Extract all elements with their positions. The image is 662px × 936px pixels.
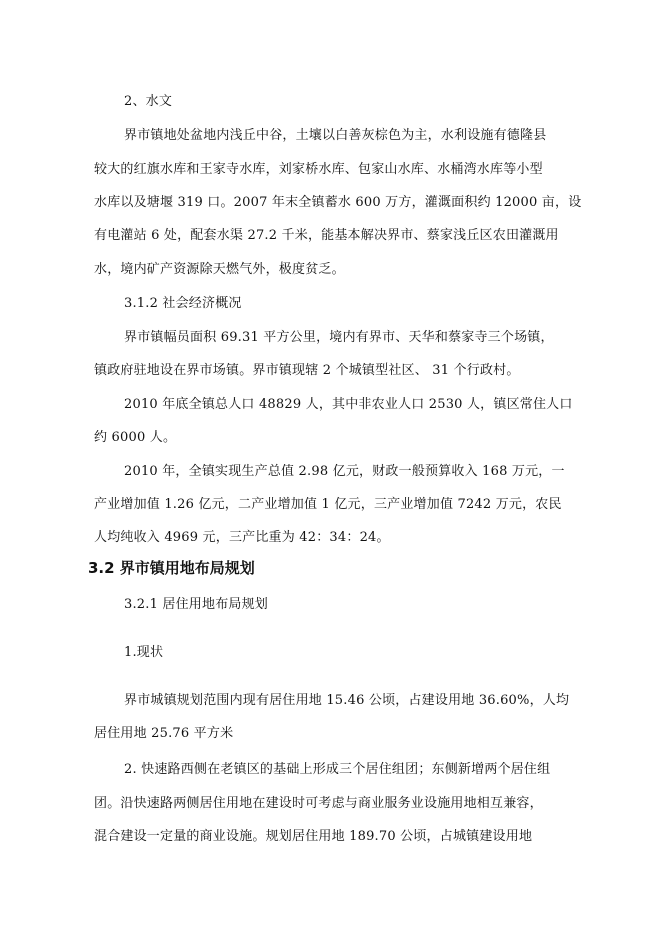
paragraph-line: 水库以及塘堰 319 口。2007 年末全镇蓄水 600 万方，灌溉面积约 12000 亩，设 [94,195,582,210]
paragraph-line: 居住用地 25.76 平方米 [94,726,234,741]
residential-heading: 3.2.1 居住用地布局规划 [124,597,269,612]
paragraph-line: 2. 快速路西侧在老镇区的基础上形成三个居住组团；东侧新增两个居住组 [124,762,551,777]
paragraph-line: 有电灌站 6 处，配套水渠 27.2 千米，能基本解决界市、蔡家浅丘区农田灌溉用 [94,228,559,243]
paragraph-line: 界市镇幅员面积 69.31 平方公里，境内有界市、天华和蔡家寺三个场镇， [124,330,554,345]
paragraph-line: 产业增加值 1.26 亿元，二产业增加值 1 亿元，三产业增加值 7242 万元，农民 [94,497,562,512]
hydrology-heading: 2、水文 [124,94,173,109]
paragraph-line: 人均纯收入 4969 元，三产比重为 42：34：24。 [94,530,390,545]
paragraph-line: 2010 年，全镇实现生产总值 2.98 亿元，财政一般预算收入 168 万元，一 [124,464,565,479]
paragraph-line: 镇政府驻地设在界市场镇。界市镇现辖 2 个城镇型社区、 31 个行政村。 [94,363,520,378]
paragraph-line: 2010 年底全镇总人口 48829 人，其中非农业人口 2530 人，镇区常住人口 [124,397,573,412]
paragraph-line: 水，境内矿产资源除天燃气外，极度贫乏。 [94,262,345,277]
paragraph-line: 团。沿快速路两侧居住用地在建设时可考虑与商业服务业设施用地相互兼容， [94,796,543,811]
socioeconomic-heading: 3.1.2 社会经济概况 [124,296,242,311]
paragraph-line: 约 6000 人。 [94,430,177,445]
paragraph-line: 混合建设一定量的商业设施。规划居住用地 189.70 公顷，占城镇建设用地 [94,829,533,844]
paragraph-line: 界市城镇规划范围内现有居住用地 15.46 公顷，占建设用地 36.60%，人均 [124,693,570,708]
status-heading: 1.现状 [124,645,164,660]
section-heading: 3.2 界市镇用地布局规划 [88,559,255,577]
paragraph-line: 界市镇地处盆地内浅丘中谷，土壤以白善灰棕色为主，水利设施有德隆县 [124,128,547,143]
paragraph-line: 较大的红旗水库和王家寺水库，刘家桥水库、包家山水库、水桶湾水库等小型 [94,162,543,177]
